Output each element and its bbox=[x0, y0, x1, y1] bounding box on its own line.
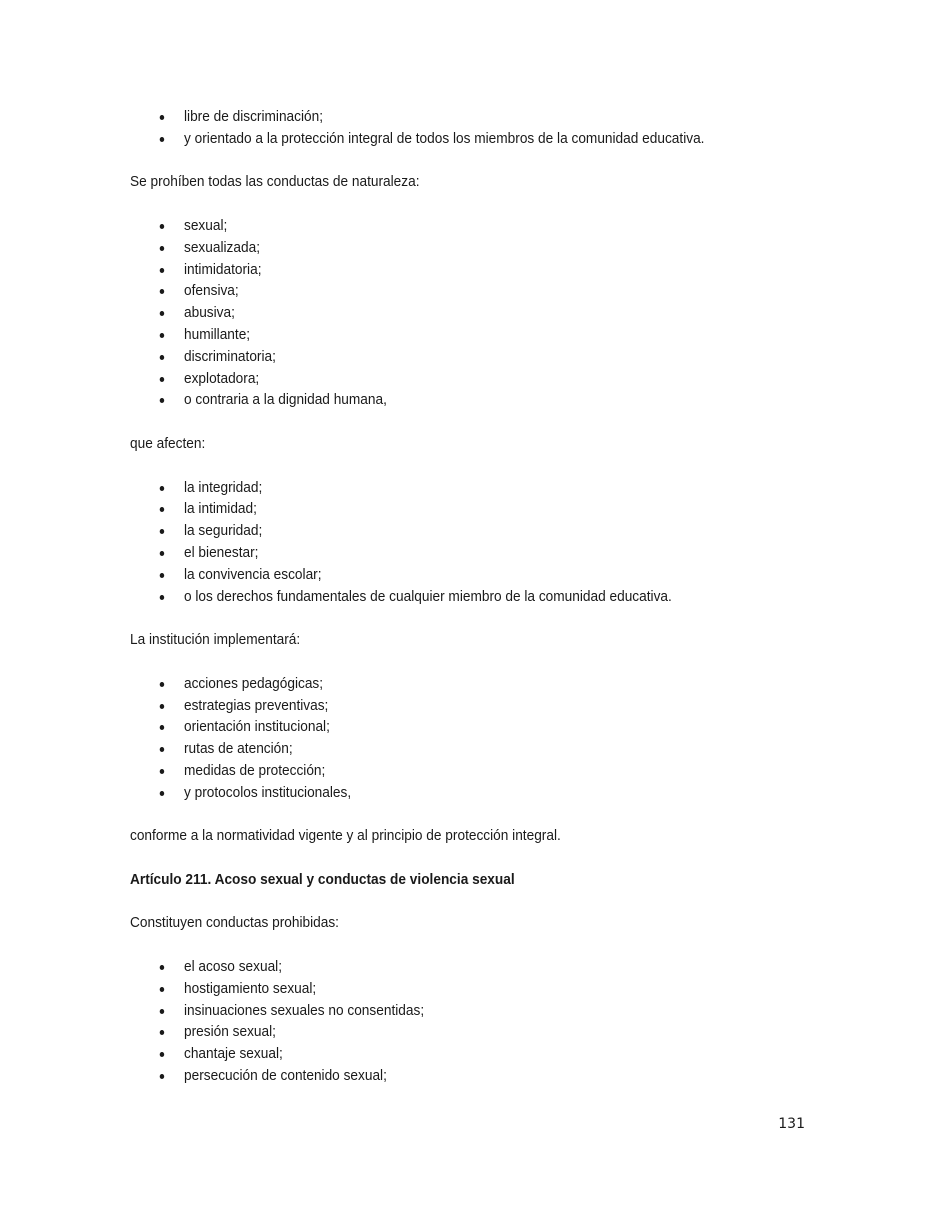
list-conduct-nature bbox=[130, 215, 742, 411]
list-item: acciones pedagógicas; bbox=[130, 673, 742, 695]
list-item: hostigamiento sexual; bbox=[130, 978, 742, 1000]
list-continuation bbox=[130, 106, 742, 150]
spacer bbox=[130, 607, 742, 629]
list-item: la convivencia escolar; bbox=[130, 564, 742, 586]
list-item: chantaje sexual; bbox=[130, 1043, 742, 1065]
list-item: y orientado a la protección integral de todos los miembros de la comunidad educativa. bbox=[130, 128, 742, 150]
paragraph-prohibitions: Se prohíben todas las conductas de naturaleza: bbox=[130, 173, 420, 191]
list-item: orientación institucional; bbox=[130, 716, 742, 738]
list-item: libre de discriminación; bbox=[130, 106, 742, 128]
list-item: sexual; bbox=[130, 215, 742, 237]
list-prohibited bbox=[130, 956, 742, 1087]
spacer bbox=[130, 891, 742, 913]
list-affected bbox=[130, 477, 742, 608]
list-item: abusiva; bbox=[130, 302, 742, 324]
paragraph-institution: La institución implementará: bbox=[130, 631, 301, 649]
list-item: persecución de contenido sexual; bbox=[130, 1065, 742, 1087]
paragraph-affect: que afecten: bbox=[130, 434, 206, 452]
list-item: presión sexual; bbox=[130, 1021, 742, 1043]
paragraph-conformity: conforme a la normatividad vigente y al principio de protección integral. bbox=[130, 827, 561, 845]
page-number: 131 bbox=[778, 1116, 805, 1132]
list-item: discriminatoria; bbox=[130, 346, 742, 368]
spacer bbox=[130, 651, 742, 673]
list-item: explotadora; bbox=[130, 368, 742, 390]
list-item: insinuaciones sexuales no consentidas; bbox=[130, 1000, 742, 1022]
spacer bbox=[130, 455, 742, 477]
list-item: y protocolos institucionales, bbox=[130, 782, 742, 804]
list-item: la seguridad; bbox=[130, 520, 742, 542]
list-item: el bienestar; bbox=[130, 542, 742, 564]
spacer bbox=[130, 847, 742, 869]
list-item: estrategias preventivas; bbox=[130, 695, 742, 717]
list-actions bbox=[130, 673, 742, 804]
list-item: medidas de protección; bbox=[130, 760, 742, 782]
spacer bbox=[130, 150, 742, 172]
list-item: sexualizada; bbox=[130, 237, 742, 259]
list-item: o los derechos fundamentales de cualquier miembro de la comunidad educativa. bbox=[130, 586, 742, 608]
list-item: intimidatoria; bbox=[130, 259, 742, 281]
list-item: o contraria a la dignidad humana, bbox=[130, 389, 742, 411]
spacer bbox=[130, 804, 742, 826]
document-body bbox=[130, 106, 742, 1087]
spacer bbox=[130, 934, 742, 956]
list-item: la integridad; bbox=[130, 477, 742, 499]
list-item: la intimidad; bbox=[130, 498, 742, 520]
article-heading: Artículo 211. Acoso sexual y conductas de violencia sexual bbox=[130, 870, 515, 888]
list-item: rutas de atención; bbox=[130, 738, 742, 760]
list-item: humillante; bbox=[130, 324, 742, 346]
paragraph-prohibited: Constituyen conductas prohibidas: bbox=[130, 914, 339, 932]
list-item: ofensiva; bbox=[130, 280, 742, 302]
spacer bbox=[130, 411, 742, 433]
list-item: el acoso sexual; bbox=[130, 956, 742, 978]
spacer bbox=[130, 193, 742, 215]
